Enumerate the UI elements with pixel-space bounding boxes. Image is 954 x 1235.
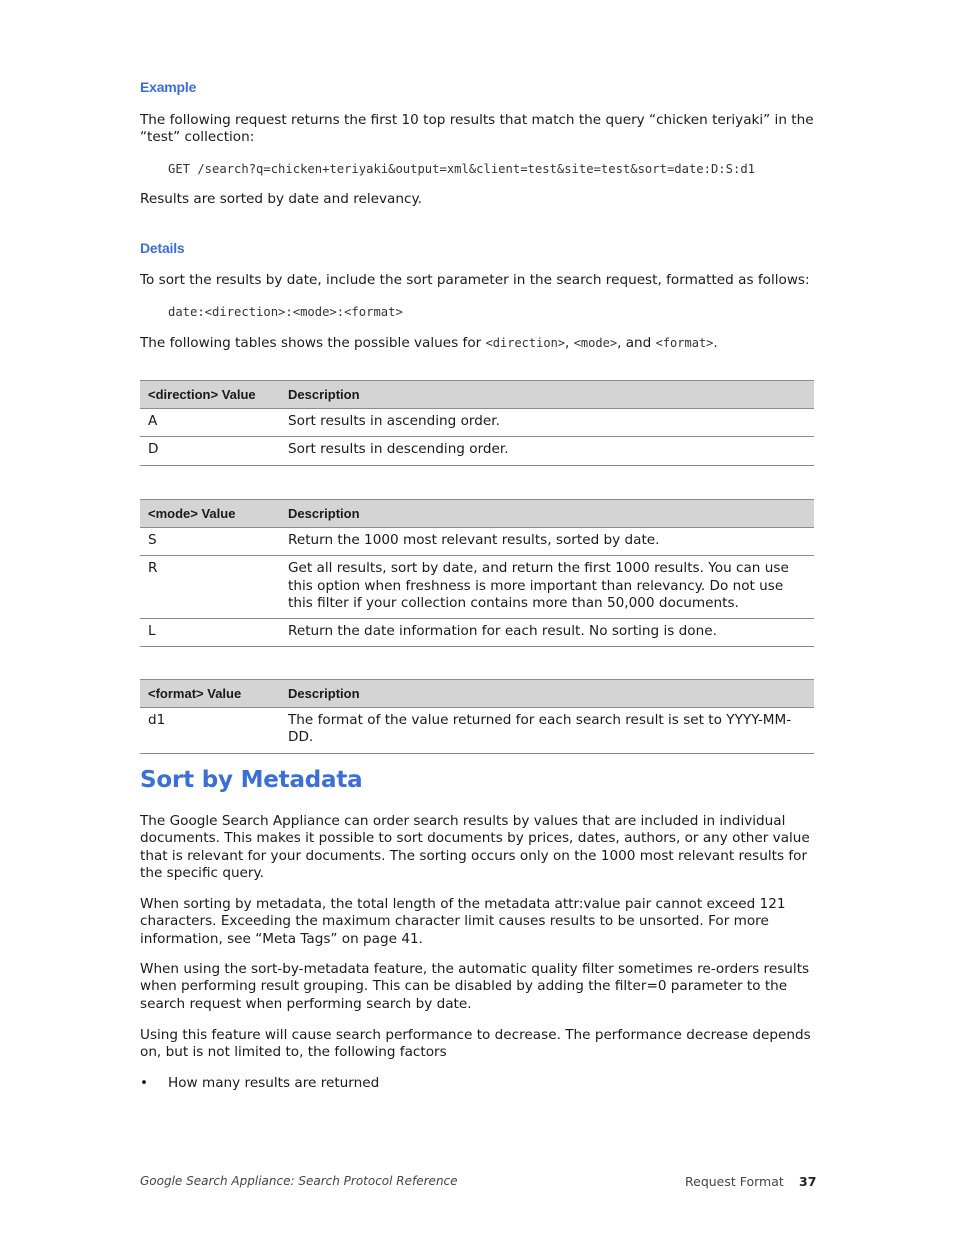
metadata-paragraph: The Google Search Appliance can order search results by values that are included in individual documents. This makes it possible to sort documents by prices, dates, authors, or any other value that is relevant for your documents. The sorting occurs only on the 1000 most relevant results for the specific query. bbox=[140, 813, 810, 881]
tables-intro bbox=[140, 335, 814, 352]
table-cell: Return the date information for each result. No sorting is done. bbox=[280, 619, 814, 647]
mode-table bbox=[140, 499, 814, 647]
table-cell: A bbox=[140, 409, 280, 437]
direction-table bbox=[140, 380, 814, 466]
table-cell: Return the 1000 most relevant results, sorted by date. bbox=[280, 528, 814, 556]
tables-intro-sep: , bbox=[565, 335, 574, 351]
example-result: Results are sorted by date and relevancy. bbox=[140, 191, 422, 207]
format-table bbox=[140, 679, 814, 754]
table-header: <direction> Value bbox=[140, 381, 280, 409]
example-heading: Example bbox=[140, 79, 197, 95]
table-header-row bbox=[140, 381, 814, 409]
sort-by-metadata-heading: Sort by Metadata bbox=[140, 767, 363, 793]
tables-intro-end: . bbox=[713, 335, 718, 351]
table-cell: The format of the value returned for each search result is set to YYYY-MM-DD. bbox=[280, 708, 814, 754]
bullet-icon: • bbox=[140, 1075, 149, 1091]
metadata-paragraph: When sorting by metadata, the total length of the metadata attr:value pair cannot exceed 121 characters. Exceeding the maximum character limit causes results to be unsorted. For more information, see “Meta Tags” on page 41. bbox=[140, 896, 786, 947]
table-cell: D bbox=[140, 437, 280, 465]
table-row bbox=[140, 619, 814, 647]
list-item: How many results are returned bbox=[168, 1075, 380, 1091]
footer-doc-title: Google Search Appliance: Search Protocol Reference bbox=[140, 1174, 458, 1188]
table-header: <mode> Value bbox=[140, 500, 280, 528]
table-header-row bbox=[140, 680, 814, 708]
example-paragraph: The following request returns the first 10 top results that match the query “chicken teriyaki” in the “test” collection: bbox=[140, 112, 814, 146]
table-row bbox=[140, 708, 814, 754]
table-header: Description bbox=[280, 381, 814, 409]
table-cell: L bbox=[140, 619, 280, 647]
table-header: Description bbox=[280, 500, 814, 528]
metadata-paragraph: Using this feature will cause search performance to decrease. The performance decrease depends on, but is not limited to, the following factors bbox=[140, 1027, 811, 1061]
table-row bbox=[140, 556, 814, 619]
details-code: date:<direction>:<mode>:<format> bbox=[168, 305, 403, 319]
footer-section: Request Format bbox=[685, 1174, 784, 1189]
table-row bbox=[140, 409, 814, 437]
table-cell: S bbox=[140, 528, 280, 556]
table-cell: d1 bbox=[140, 708, 280, 754]
table-cell: Sort results in ascending order. bbox=[280, 409, 814, 437]
inline-code-mode: <mode> bbox=[573, 336, 618, 350]
tables-intro-sep: , and bbox=[617, 335, 656, 351]
table-cell: Sort results in descending order. bbox=[280, 437, 814, 465]
table-header: <format> Value bbox=[140, 680, 280, 708]
table-header-row bbox=[140, 500, 814, 528]
table-row bbox=[140, 528, 814, 556]
inline-code-format: <format> bbox=[655, 336, 714, 350]
tables-intro-prefix: The following tables shows the possible values for bbox=[140, 335, 486, 351]
page-number: 37 bbox=[799, 1174, 817, 1189]
example-code: GET /search?q=chicken+teriyaki&output=xml&client=test&site=test&sort=date:D:S:d1 bbox=[168, 162, 755, 176]
details-paragraph: To sort the results by date, include the sort parameter in the search request, formatted as follows: bbox=[140, 272, 810, 288]
table-header: Description bbox=[280, 680, 814, 708]
table-cell: R bbox=[140, 556, 280, 619]
table-row bbox=[140, 437, 814, 465]
table-cell: Get all results, sort by date, and return the first 1000 results. You can use this option when freshness is more important than relevancy. Do not use this filter if your collection contains more than 50,000 documents. bbox=[280, 556, 814, 619]
inline-code-direction: <direction> bbox=[485, 336, 566, 350]
details-heading: Details bbox=[140, 240, 185, 256]
metadata-paragraph: When using the sort-by-metadata feature, the automatic quality filter sometimes re-orders results when performing result grouping. This can be disabled by adding the filter=0 parameter to the search request when performing search by date. bbox=[140, 961, 810, 1012]
